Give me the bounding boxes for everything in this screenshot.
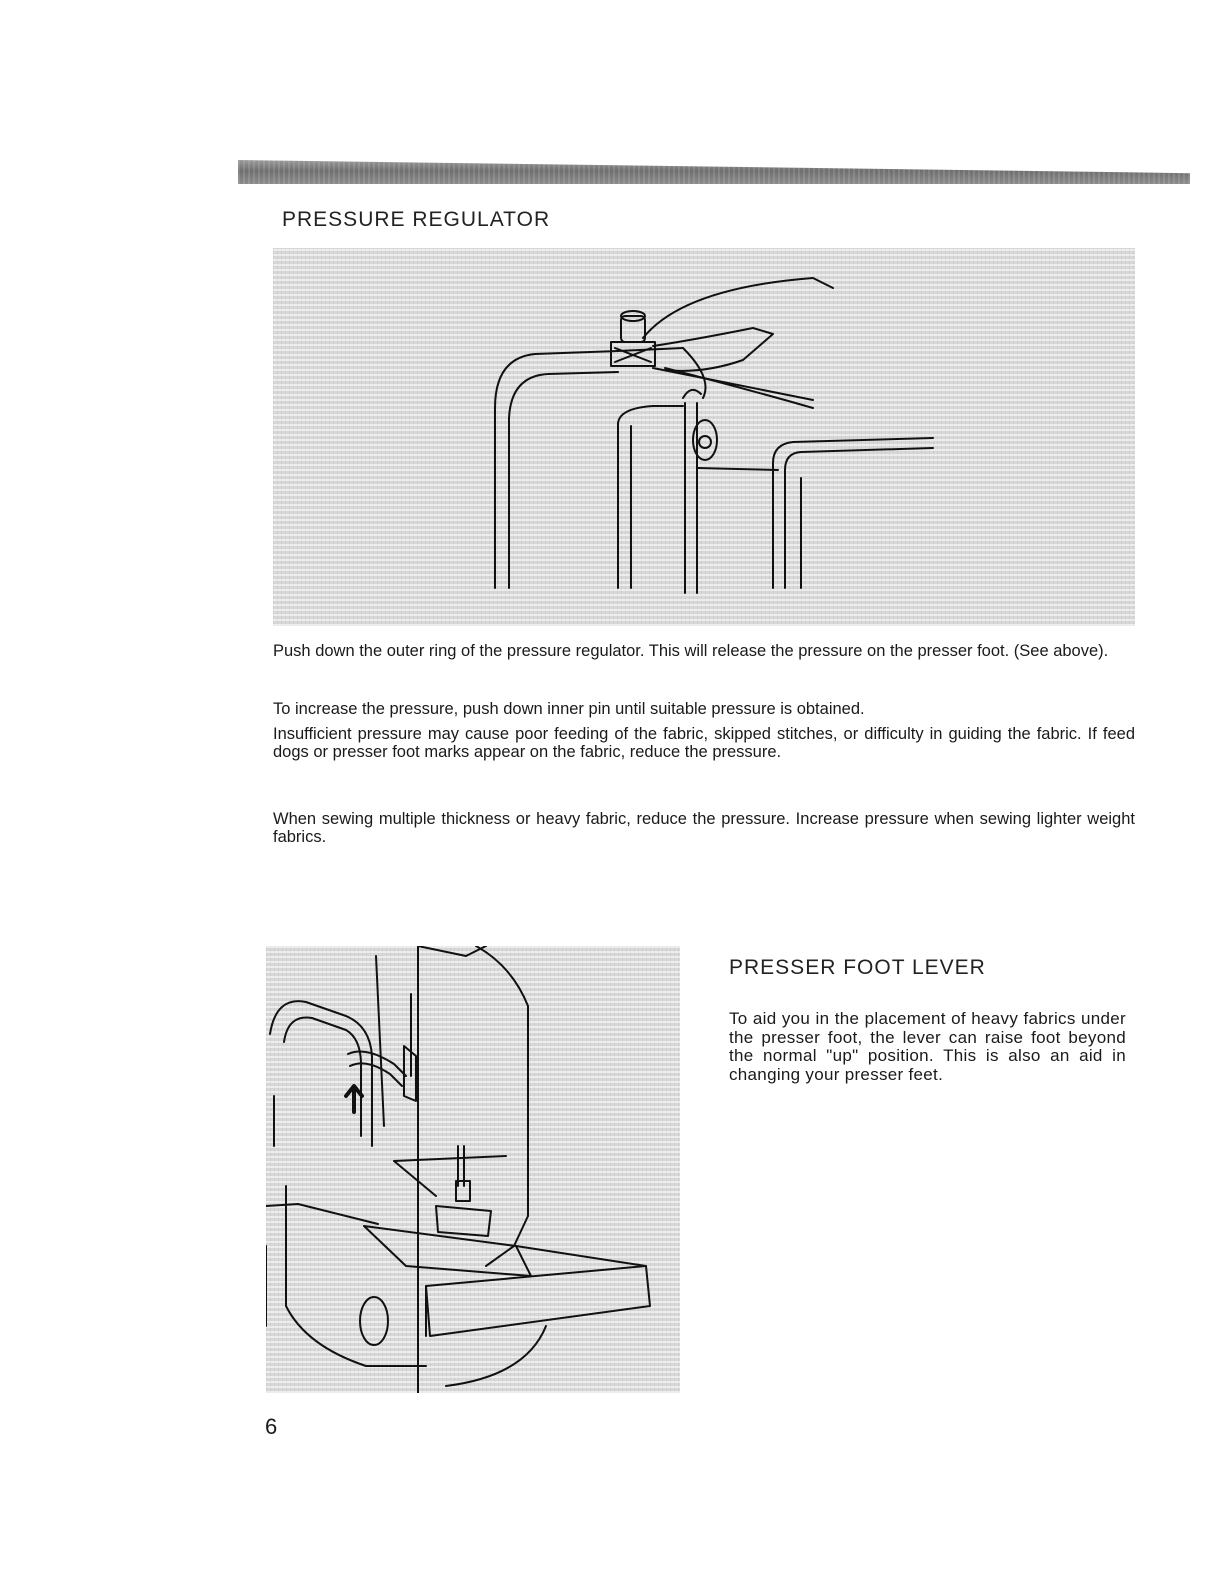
presser-foot-lever-heading: PRESSER FOOT LEVER [729,956,986,979]
page-number: 6 [265,1414,278,1439]
pressure-paragraph-2: To increase the pressure, push down inner pin until suitable pressure is obtained. [273,700,865,718]
pressure-paragraph-3: Insufficient pressure may cause poor feeding of the fabric, skipped stitches, or difficulty in guiding the fabric. If feed dogs or presser foot marks appear on the fabric, reduce the pressure. [273,725,1135,761]
pressure-paragraph-1: Push down the outer ring of the pressure regulator. This will release the pressure on the presser foot. (See above). [273,642,1109,660]
pressure-regulator-illustration [273,248,1135,626]
header-rule-bar [238,160,1190,184]
presser-foot-lever-paragraph: To aid you in the placement of heavy fabrics under the presser foot, the lever can raise foot beyond the normal "up" position. This is also an aid in changing your presser feet. [729,1009,1126,1084]
pressure-regulator-heading: PRESSURE REGULATOR [282,208,551,231]
pressure-paragraph-4: When sewing multiple thickness or heavy fabric, reduce the pressure. Increase pressure when sewing lighter weight fabrics. [273,810,1135,846]
presser-foot-lever-illustration [266,946,680,1393]
